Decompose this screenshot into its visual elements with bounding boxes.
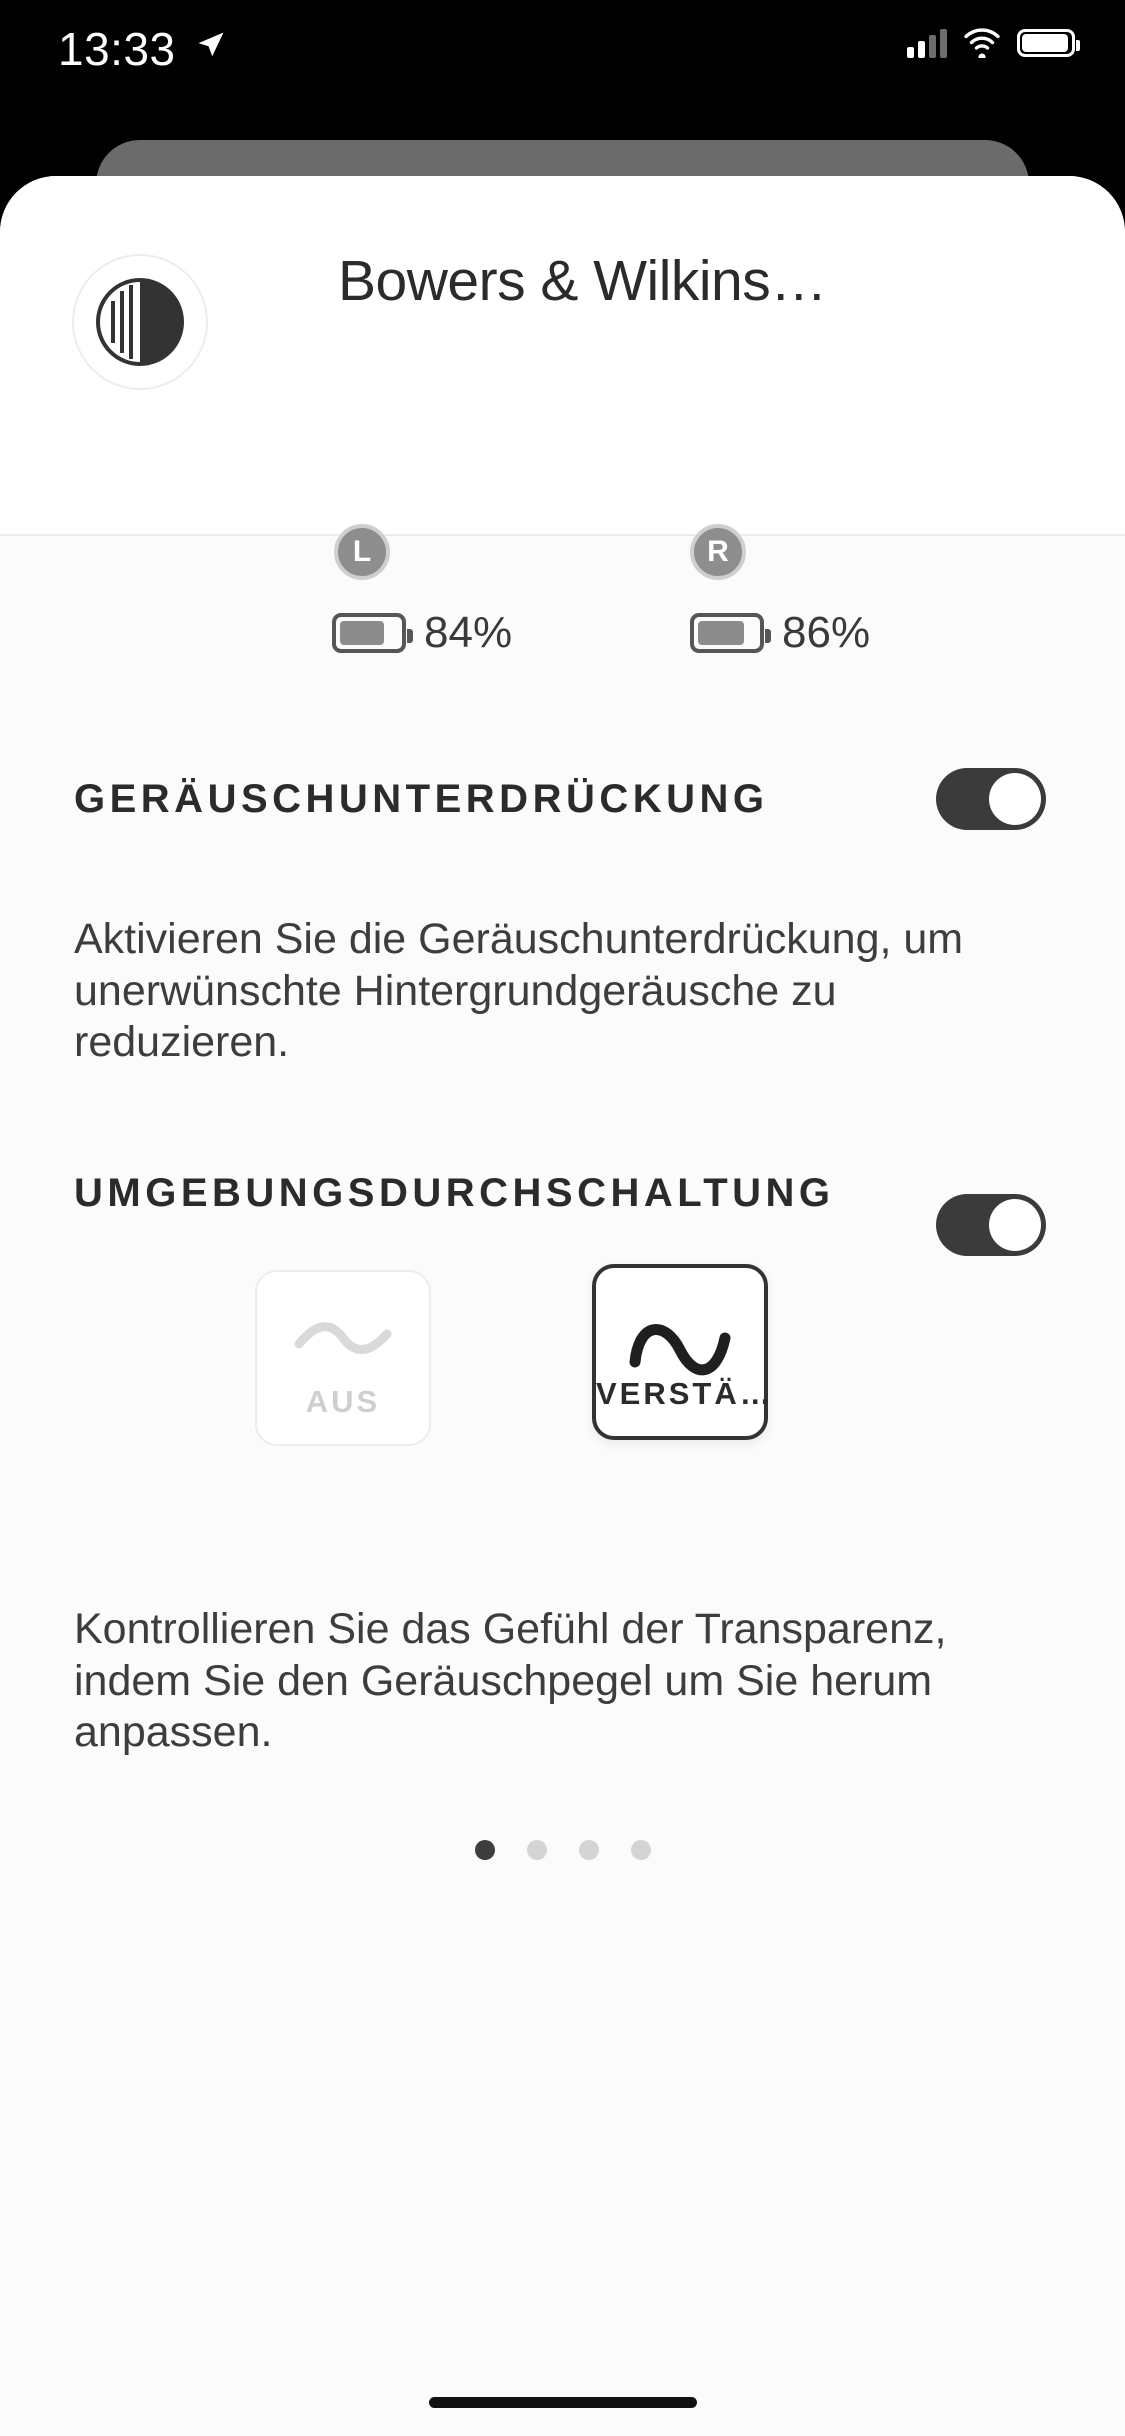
status-bar [0, 0, 1125, 96]
passthrough-title: UMGEBUNGSDURCHSCHALTUNG [74, 1171, 835, 1215]
page-indicator[interactable] [0, 1840, 1125, 1860]
device-name: Bowers & Wilkins… [338, 249, 827, 313]
battery-icon-left [332, 613, 406, 653]
right-bud-label: R [690, 524, 746, 580]
noise-cancelling-toggle[interactable] [936, 768, 1046, 830]
passthrough-mode-strong[interactable] [592, 1264, 774, 1440]
passthrough-mode-off-label: AUS [305, 1384, 381, 1419]
location-arrow-icon [196, 30, 226, 60]
noise-cancelling-title: GERÄUSCHUNTERDRÜCKUNG [74, 777, 769, 821]
left-bud-badge [334, 524, 390, 580]
battery-icon-right [690, 613, 764, 653]
flat-wave-icon [291, 1318, 395, 1364]
main-sheet [0, 176, 1125, 2436]
device-header[interactable] [0, 176, 1125, 536]
status-indicators [907, 28, 1075, 58]
right-bud-battery [690, 608, 870, 658]
left-bud-label: L [334, 524, 390, 580]
status-time: 13:33 [58, 23, 176, 75]
battery-icon [1017, 29, 1075, 57]
passthrough-description: Kontrollieren Sie das Gefühl der Transparenz, indem Sie den Geräuschpegel um Sie herum anpassen. [74, 1605, 947, 1757]
passthrough-mode-strong-label: VERSTÄ… [596, 1376, 774, 1411]
left-bud-battery [332, 608, 512, 658]
wifi-icon [963, 28, 1001, 58]
page-dot-4[interactable] [631, 1840, 651, 1860]
page-dot-1[interactable] [475, 1840, 495, 1860]
page-dot-3[interactable] [579, 1840, 599, 1860]
passthrough-toggle[interactable] [936, 1194, 1046, 1256]
home-indicator[interactable] [429, 2397, 697, 2408]
right-bud-badge [690, 524, 746, 580]
left-battery-value: 84% [424, 608, 513, 657]
right-battery-value: 86% [782, 608, 871, 657]
noise-cancelling-description: Aktivieren Sie die Geräuschunterdrückung, um unerwünschte Hintergrundgeräusche zu reduzieren. [74, 915, 964, 1067]
passthrough-mode-off[interactable] [255, 1270, 431, 1446]
headphone-product-icon [72, 254, 208, 390]
cellular-signal-icon [907, 28, 947, 58]
page-dot-2[interactable] [527, 1840, 547, 1860]
